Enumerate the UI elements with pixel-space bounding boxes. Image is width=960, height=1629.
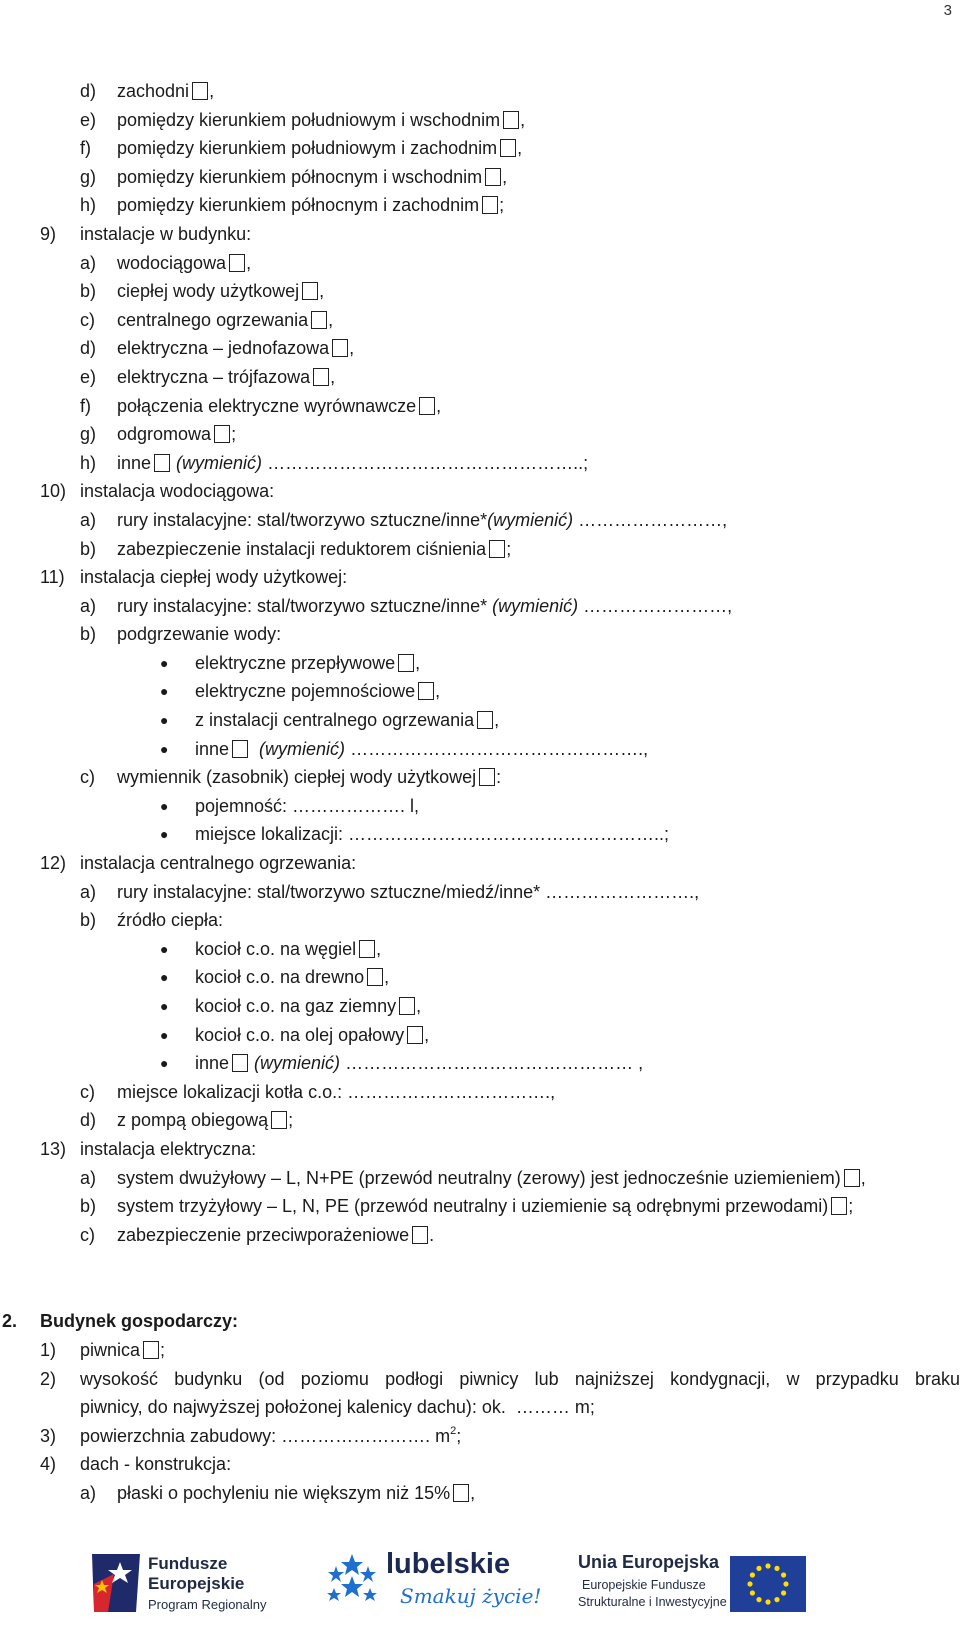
text-run: elektryczne przepływowe	[195, 652, 396, 673]
text-run: .	[429, 1224, 435, 1245]
eu-star-icon	[783, 1581, 788, 1586]
document-line	[0, 1479, 960, 1508]
text-run: ,	[494, 710, 500, 731]
line-text	[195, 1021, 429, 1050]
lubelskie-emblem-icon	[322, 1550, 382, 1616]
document-line	[0, 1221, 960, 1250]
text-run: ,	[424, 1024, 430, 1045]
checkbox[interactable]	[302, 282, 318, 300]
text-run: ,	[330, 366, 336, 387]
bullet-marker: ●	[160, 797, 169, 814]
lubelskie-name: lubelskie	[386, 1548, 511, 1580]
list-marker: 13)	[40, 1138, 67, 1159]
checkbox[interactable]	[407, 1026, 423, 1044]
italic-text: (wymienić)	[487, 509, 574, 530]
document-line	[0, 1450, 960, 1479]
eu-star-icon	[781, 1590, 786, 1595]
page-number: 3	[943, 2, 952, 19]
line-text	[117, 449, 588, 478]
checkbox[interactable]	[192, 82, 208, 100]
checkbox[interactable]	[500, 139, 516, 157]
document-line	[0, 820, 960, 849]
text-run: ciepłej wody użytkowej	[117, 281, 300, 302]
document-body	[0, 77, 960, 1508]
list-marker: 11)	[40, 567, 65, 588]
text-run: rury instalacyjne: stal/tworzywo sztuczne/inne*	[117, 595, 493, 616]
checkbox[interactable]	[143, 1341, 159, 1359]
document-line	[0, 277, 960, 306]
text-run: zachodni	[117, 81, 190, 101]
ue-line1: Unia Europejska	[578, 1552, 720, 1572]
checkbox[interactable]	[232, 740, 248, 758]
checkbox[interactable]	[399, 997, 415, 1015]
line-text	[117, 878, 699, 907]
text-run: ,	[319, 281, 325, 302]
list-marker: d)	[80, 1110, 97, 1131]
line-text	[195, 649, 420, 678]
line-text	[117, 1221, 434, 1250]
list-marker: 10)	[40, 481, 67, 502]
eu-star-icon	[781, 1572, 786, 1577]
list-marker: h)	[80, 452, 97, 473]
line-text	[117, 506, 727, 535]
text-run: płaski o pochyleniu nie większym niż 15%	[117, 1482, 451, 1503]
text-run: ,	[349, 338, 355, 359]
superscript: 2	[450, 1424, 457, 1437]
list-marker: 1)	[40, 1339, 57, 1360]
document-line	[0, 191, 960, 220]
list-marker: g)	[80, 166, 97, 187]
text-run: inne	[195, 738, 230, 759]
text-run: ,	[328, 309, 334, 330]
list-marker: b)	[80, 1196, 97, 1217]
line-text	[117, 1078, 555, 1107]
list-marker: 4)	[40, 1454, 57, 1475]
list-marker: a)	[80, 252, 97, 273]
fe-line2: Europejskie	[148, 1574, 245, 1593]
bullet-marker: ●	[160, 1026, 169, 1043]
fe-line3: Program Regionalny	[148, 1597, 267, 1612]
list-marker: b)	[80, 910, 97, 931]
line-text	[80, 1422, 461, 1451]
checkbox[interactable]	[332, 339, 348, 357]
document-line	[0, 77, 960, 106]
document-line	[0, 535, 960, 564]
checkbox[interactable]	[229, 254, 245, 272]
checkbox[interactable]	[503, 111, 519, 129]
section-spacer	[0, 1249, 960, 1307]
text-run: wymiennik (zasobnik) ciepłej wody użytkowej	[117, 767, 477, 788]
bullet-marker: ●	[160, 998, 169, 1014]
line-text	[117, 1479, 475, 1508]
text-run: ;	[848, 1196, 854, 1217]
text-run: ,	[376, 938, 382, 959]
text-run: ,	[209, 81, 215, 101]
list-marker: 2)	[40, 1368, 57, 1389]
text-run: system dwużyłowy – L, N+PE (przewód neutralny (zerowy) jest jednocześnie uziemieniem)	[117, 1167, 841, 1188]
text-run: rury instalacyjne: stal/tworzywo sztuczne/inne*	[117, 509, 488, 530]
document-line	[0, 134, 960, 163]
text-run: inne	[195, 1053, 230, 1074]
text-run: zabezpieczenie przeciwporażeniowe	[117, 1224, 410, 1245]
document-line	[0, 420, 960, 449]
checkbox[interactable]	[831, 1197, 847, 1215]
unia-europejska-logo	[578, 1550, 838, 1620]
document-line	[0, 1422, 960, 1451]
text-run: ;	[506, 538, 512, 559]
checkbox[interactable]	[453, 1484, 469, 1502]
list-marker: 12)	[40, 853, 67, 874]
text-run: pojemność: ………………. l,	[195, 795, 420, 816]
document-line	[0, 1106, 960, 1135]
bullet-marker: ●	[160, 712, 169, 729]
line-text	[117, 620, 281, 649]
checkbox[interactable]	[154, 454, 170, 472]
text-run: ,	[415, 652, 421, 673]
list-marker: d)	[80, 81, 97, 101]
text-run: ;	[456, 1425, 462, 1446]
line-text	[195, 677, 440, 706]
text-run	[249, 739, 259, 759]
checkbox[interactable]	[485, 168, 501, 186]
text-run: ;	[499, 195, 505, 216]
text-run: ,	[416, 996, 422, 1016]
list-marker: a)	[80, 509, 97, 530]
line-text	[195, 1049, 643, 1078]
list-marker: c)	[80, 767, 95, 788]
line-text	[195, 963, 389, 992]
text-run: :	[496, 767, 502, 788]
ue-line2: Europejskie Fundusze	[582, 1578, 706, 1592]
fe-emblem-icon	[90, 1550, 142, 1616]
document-line	[0, 963, 960, 992]
checkbox[interactable]	[271, 1111, 287, 1129]
document-line	[0, 334, 960, 363]
text-run: instalacja elektryczna:	[80, 1138, 257, 1159]
line-text	[117, 535, 511, 564]
line-text	[117, 1164, 866, 1193]
line-text	[117, 763, 501, 792]
fundusze-europejskie-logo	[90, 1550, 290, 1620]
text-run: Budynek gospodarczy:	[40, 1311, 239, 1332]
document-line	[0, 163, 960, 192]
list-marker: d)	[80, 338, 97, 359]
text-run: elektryczna – jednofazowa	[117, 338, 330, 359]
text-run: pomiędzy kierunkiem północnym i zachodnim	[117, 195, 480, 216]
text-run: kocioł c.o. na węgiel	[195, 938, 357, 959]
list-marker: 3)	[40, 1425, 57, 1446]
text-run: ………………………………………….,	[345, 738, 649, 759]
line-text	[117, 1106, 293, 1135]
list-marker: h)	[80, 195, 97, 216]
line-text	[80, 1393, 595, 1422]
text-run: połączenia elektryczne wyrównawcze	[117, 395, 417, 416]
text-run: rury instalacyjne: stal/tworzywo sztuczne/miedź/inne* …………………….,	[117, 881, 700, 902]
document-line	[0, 1049, 960, 1078]
line-text	[80, 1450, 231, 1479]
line-text	[195, 820, 669, 849]
text-run: system trzyżyłowy – L, N, PE (przewód neutralny i uziemienie są odrębnymi przewodami)	[117, 1196, 829, 1217]
document-line	[0, 1021, 960, 1050]
line-text	[117, 163, 507, 192]
document-line	[0, 1307, 960, 1336]
list-marker: a)	[80, 595, 97, 616]
text-run: ,	[384, 967, 390, 988]
checkbox[interactable]	[844, 1169, 860, 1187]
checkbox[interactable]	[359, 940, 375, 958]
lubelskie-slogan: Smakuj życie!	[400, 1584, 542, 1608]
text-run: pomiędzy kierunkiem północnym i wschodnim	[117, 166, 483, 187]
text-run: miejsce lokalizacji kotła c.o.: …………………………….,	[117, 1081, 556, 1102]
document-line	[0, 706, 960, 735]
document-line	[0, 1192, 960, 1221]
document-line	[0, 1365, 960, 1394]
text-run: instalacja wodociągowa:	[80, 481, 275, 502]
eu-star-icon	[756, 1597, 761, 1602]
checkbox[interactable]	[477, 711, 493, 729]
list-marker: a)	[80, 881, 97, 902]
line-text	[80, 849, 356, 878]
checkbox[interactable]	[489, 540, 505, 558]
list-marker: g)	[80, 424, 97, 445]
text-run: ……………………………………………..;	[262, 452, 589, 473]
text-run: ;	[160, 1339, 166, 1360]
text-run: kocioł c.o. na olej opałowy	[195, 1024, 405, 1045]
document-line	[0, 849, 960, 878]
line-text	[195, 706, 499, 735]
line-text	[80, 563, 347, 592]
text-run: elektryczna – trójfazowa	[117, 366, 311, 387]
list-marker: e)	[80, 366, 97, 387]
document-line	[0, 392, 960, 421]
text-run: odgromowa	[117, 424, 212, 445]
text-run: piwnicy, do najwyższej położonej kalenicy dachu): ok. ……… m;	[80, 1397, 595, 1418]
bullet-marker: ●	[160, 969, 169, 986]
bullet-marker: ●	[160, 683, 169, 700]
text-run: pomiędzy kierunkiem południowym i zachodnim	[117, 138, 498, 159]
line-text	[117, 249, 251, 278]
checkbox[interactable]	[313, 368, 329, 386]
document-line	[0, 1164, 960, 1193]
text-run: dach - konstrukcja:	[80, 1454, 232, 1475]
document-line	[0, 620, 960, 649]
document-line	[0, 649, 960, 678]
checkbox[interactable]	[419, 397, 435, 415]
text-run: instalacje w budynku:	[80, 223, 252, 244]
text-run: wysokość budynku (od poziomu podłogi piwnicy lub najniższej kondygnacji, w przypadku braku	[80, 1368, 960, 1389]
list-marker: 9)	[40, 223, 57, 244]
line-text	[195, 992, 421, 1021]
list-marker: c)	[80, 1224, 95, 1245]
line-text	[117, 77, 214, 106]
line-text	[80, 477, 274, 506]
line-text	[80, 1336, 165, 1365]
list-marker: c)	[80, 1081, 95, 1102]
checkbox[interactable]	[367, 968, 383, 986]
line-text	[117, 191, 504, 220]
line-text	[117, 906, 223, 935]
document-line	[0, 1135, 960, 1164]
text-run: ,	[246, 252, 252, 273]
text-run: elektryczne pojemnościowe	[195, 681, 416, 702]
list-marker: f)	[80, 395, 91, 416]
text-run: ,	[517, 138, 523, 159]
line-text	[80, 1365, 960, 1394]
document-line	[0, 477, 960, 506]
text-run: pomiędzy kierunkiem południowym i wschodnim	[117, 109, 501, 130]
text-run: instalacja ciepłej wody użytkowej:	[80, 567, 348, 588]
bullet-marker: ●	[160, 940, 169, 957]
eu-flag-icon	[730, 1556, 806, 1612]
text-run: wodociągowa	[117, 252, 227, 273]
text-run: piwnica	[80, 1339, 141, 1360]
eu-star-icon	[774, 1597, 779, 1602]
line-text	[80, 1135, 256, 1164]
document-line	[0, 906, 960, 935]
text-run: podgrzewanie wody:	[117, 624, 282, 645]
eu-star-icon	[750, 1572, 755, 1577]
line-text	[117, 592, 732, 621]
list-marker: b)	[80, 538, 97, 559]
document-line	[0, 763, 960, 792]
bullet-marker: ●	[160, 740, 169, 757]
eu-star-icon	[756, 1566, 761, 1571]
text-run: ……………………,	[573, 509, 728, 530]
line-text	[117, 306, 333, 335]
line-text	[117, 1192, 853, 1221]
text-run: ……………………,	[578, 595, 733, 616]
document-line	[0, 1078, 960, 1107]
line-text	[117, 106, 525, 135]
line-text	[80, 220, 251, 249]
italic-text: (wymienić)	[176, 452, 263, 473]
checkbox[interactable]	[418, 682, 434, 700]
bullet-marker: ●	[160, 654, 169, 671]
bullet-marker: ●	[160, 826, 169, 843]
eu-star-icon	[747, 1581, 752, 1586]
checkbox[interactable]	[412, 1226, 428, 1244]
line-text	[117, 363, 335, 392]
checkbox[interactable]	[311, 311, 327, 329]
text-run: z instalacji centralnego ogrzewania	[195, 710, 475, 731]
document-line	[0, 249, 960, 278]
italic-text: (wymienić)	[492, 595, 579, 616]
list-marker: b)	[80, 281, 97, 302]
text-run: z pompą obiegową	[117, 1110, 269, 1131]
document-line	[0, 449, 960, 478]
text-run: ,	[435, 681, 441, 702]
list-marker: e)	[80, 109, 97, 130]
eu-star-icon	[750, 1590, 755, 1595]
document-line	[0, 735, 960, 764]
document-line	[0, 106, 960, 135]
text-run: ;	[231, 424, 237, 445]
fe-line1: Fundusze	[148, 1554, 228, 1573]
text-run: miejsce lokalizacji: ……………………………………………..;	[195, 824, 670, 845]
checkbox[interactable]	[398, 654, 414, 672]
document-line	[0, 935, 960, 964]
document-line	[0, 306, 960, 335]
text-run: źródło ciepła:	[117, 910, 224, 931]
document-line	[0, 1336, 960, 1365]
document-line	[0, 563, 960, 592]
checkbox[interactable]	[482, 196, 498, 214]
lubelskie-logo	[322, 1548, 542, 1618]
document-line	[0, 1393, 960, 1422]
text-run: powierzchnia zabudowy: ……………………. m	[80, 1425, 451, 1446]
bullet-marker: ●	[160, 1055, 169, 1072]
text-run: ………………………………………… ,	[340, 1053, 644, 1074]
line-text	[117, 334, 354, 363]
line-text	[117, 277, 324, 306]
checkbox[interactable]	[479, 768, 495, 786]
document-line	[0, 792, 960, 821]
text-run: ,	[860, 1167, 866, 1188]
document-line	[0, 592, 960, 621]
document-line	[0, 220, 960, 249]
line-text	[117, 420, 236, 449]
line-text	[117, 392, 441, 421]
text-run: zabezpieczenie instalacji reduktorem ciśnienia	[117, 538, 487, 559]
text-run: centralnego ogrzewania	[117, 309, 309, 330]
text-run: kocioł c.o. na gaz ziemny	[195, 996, 397, 1016]
list-marker: 2.	[2, 1311, 18, 1332]
line-text	[195, 935, 381, 964]
list-marker: f)	[80, 138, 91, 159]
ue-line3: Strukturalne i Inwestycyjne	[578, 1595, 727, 1609]
list-marker: a)	[80, 1167, 97, 1188]
list-marker: b)	[80, 624, 97, 645]
footer-logos	[0, 1540, 960, 1629]
italic-text: (wymienić)	[259, 738, 346, 759]
eu-star-icon	[765, 1599, 770, 1604]
line-text	[40, 1307, 238, 1336]
list-marker: a)	[80, 1482, 97, 1503]
text-run: ;	[288, 1110, 294, 1131]
text-run: instalacja centralnego ogrzewania:	[80, 853, 357, 874]
text-run: ,	[502, 166, 508, 187]
checkbox[interactable]	[214, 425, 230, 443]
line-text	[195, 735, 648, 764]
eu-star-icon	[765, 1563, 770, 1568]
text-run: ,	[436, 395, 442, 416]
document-line	[0, 677, 960, 706]
line-text	[117, 134, 522, 163]
text-run: ,	[520, 109, 526, 130]
eu-star-icon	[774, 1566, 779, 1571]
text-run: kocioł c.o. na drewno	[195, 967, 365, 988]
document-line	[0, 363, 960, 392]
document-line	[0, 506, 960, 535]
list-marker: c)	[80, 309, 95, 330]
document-line	[0, 878, 960, 907]
document-line	[0, 992, 960, 1021]
italic-text: (wymienić)	[254, 1053, 341, 1074]
line-text	[195, 792, 419, 821]
text-run: ,	[470, 1482, 476, 1503]
text-run: inne	[117, 452, 152, 473]
checkbox[interactable]	[232, 1054, 248, 1072]
